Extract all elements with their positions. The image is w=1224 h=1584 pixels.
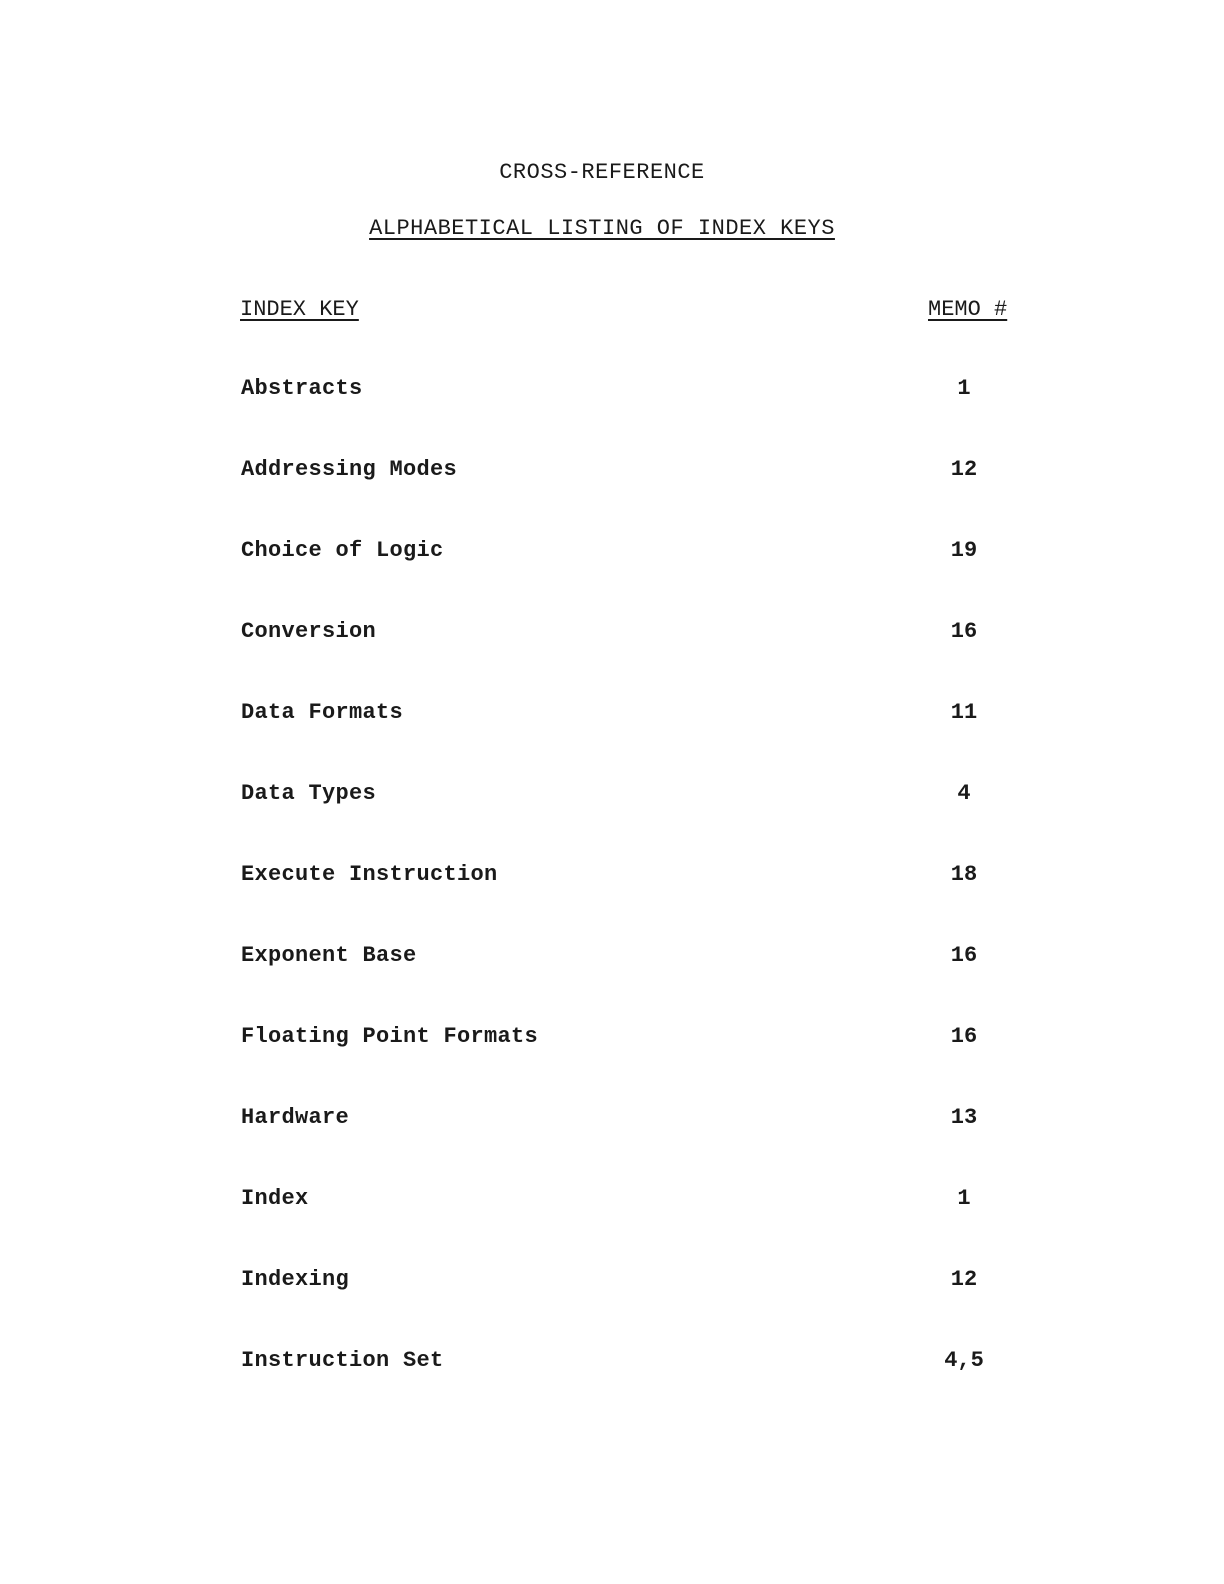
memo-number: 11 bbox=[950, 700, 978, 725]
memo-number: 13 bbox=[950, 1105, 978, 1130]
list-item bbox=[0, 457, 1224, 538]
index-key: Addressing Modes bbox=[241, 457, 458, 482]
list-item bbox=[0, 1267, 1224, 1348]
list-item bbox=[0, 862, 1224, 943]
memo-number: 16 bbox=[950, 619, 978, 644]
index-key: Data Types bbox=[241, 781, 377, 806]
list-item bbox=[0, 376, 1224, 457]
index-key: Instruction Set bbox=[241, 1348, 444, 1373]
memo-number: 1 bbox=[957, 1186, 971, 1211]
list-item bbox=[0, 1186, 1224, 1267]
memo-number: 19 bbox=[950, 538, 978, 563]
index-key: Abstracts bbox=[241, 376, 363, 401]
index-key: Choice of Logic bbox=[241, 538, 444, 563]
memo-number: 4 bbox=[957, 781, 971, 806]
memo-number: 4,5 bbox=[944, 1348, 984, 1373]
list-item bbox=[0, 1348, 1224, 1429]
index-key: Hardware bbox=[241, 1105, 350, 1130]
index-key: Floating Point Formats bbox=[241, 1024, 539, 1049]
list-item bbox=[0, 619, 1224, 700]
index-key: Execute Instruction bbox=[241, 862, 498, 887]
list-item bbox=[0, 1024, 1224, 1105]
memo-number: 1 bbox=[957, 376, 971, 401]
index-key: Index bbox=[241, 1186, 309, 1211]
list-item bbox=[0, 1105, 1224, 1186]
page-subtitle: ALPHABETICAL LISTING OF INDEX KEYS bbox=[369, 216, 835, 241]
memo-number: 12 bbox=[950, 457, 978, 482]
index-key: Conversion bbox=[241, 619, 377, 644]
list-item bbox=[0, 538, 1224, 619]
column-header-index-key: INDEX KEY bbox=[240, 297, 359, 322]
page-title: CROSS-REFERENCE bbox=[499, 160, 705, 185]
memo-number: 16 bbox=[950, 1024, 978, 1049]
index-key-list bbox=[0, 376, 1224, 1429]
memo-number: 18 bbox=[950, 862, 978, 887]
list-item bbox=[0, 943, 1224, 1024]
memo-number: 16 bbox=[950, 943, 978, 968]
memo-number: 12 bbox=[950, 1267, 978, 1292]
index-key: Indexing bbox=[241, 1267, 350, 1292]
list-item bbox=[0, 781, 1224, 862]
list-item bbox=[0, 700, 1224, 781]
index-key: Data Formats bbox=[241, 700, 404, 725]
index-key: Exponent Base bbox=[241, 943, 417, 968]
column-header-memo: MEMO # bbox=[928, 297, 1008, 322]
